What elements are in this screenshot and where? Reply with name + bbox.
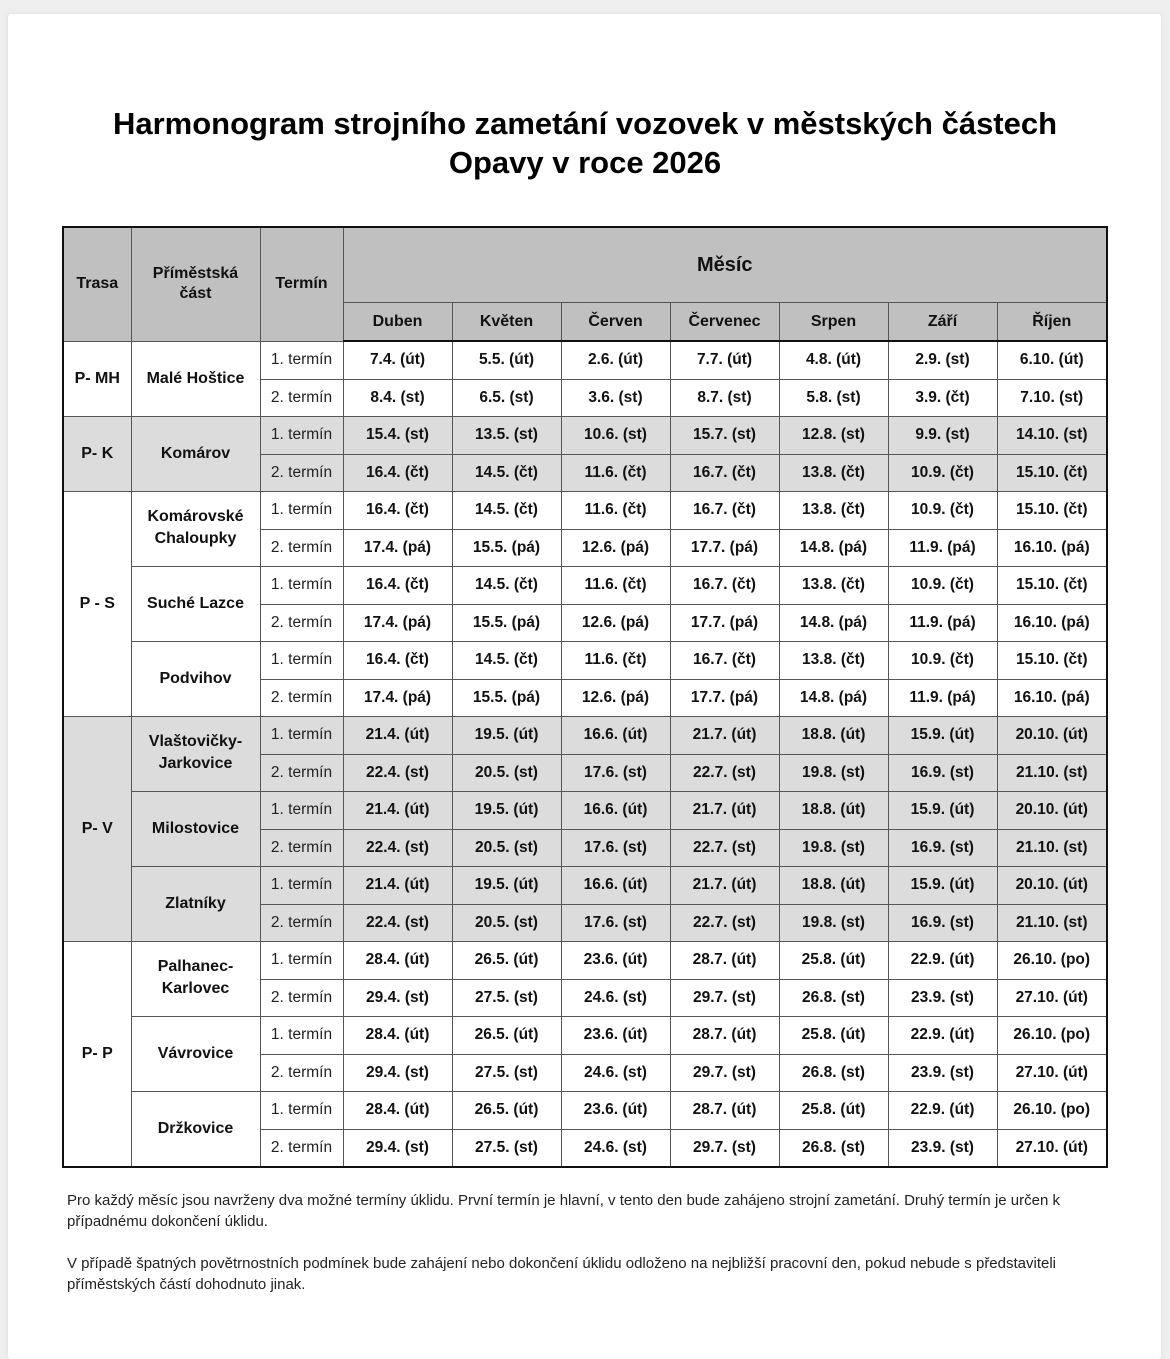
date-cell: 17.6. (st) [561, 904, 670, 942]
date-cell: 11.9. (pá) [888, 679, 997, 717]
date-cell: 21.4. (út) [343, 867, 452, 905]
district-name-line-1: Vlaštovičky- [148, 733, 243, 750]
date-cell: 22.9. (út) [888, 942, 997, 980]
date-cell: 3.6. (st) [561, 379, 670, 417]
date-cell: 26.8. (st) [779, 1129, 888, 1167]
district-name: Komárov [131, 417, 260, 492]
date-cell: 17.4. (pá) [343, 679, 452, 717]
date-cell: 28.4. (út) [343, 1017, 452, 1055]
date-cell: 13.8. (čt) [779, 454, 888, 492]
header-part-line-1: Příměstská [152, 265, 239, 283]
date-cell: 27.10. (út) [997, 1129, 1107, 1167]
date-cell: 15.10. (čt) [997, 454, 1107, 492]
table-row [63, 942, 1107, 980]
header-month: Červenec [670, 303, 779, 342]
date-cell: 29.4. (st) [343, 1054, 452, 1092]
date-cell: 5.8. (st) [779, 379, 888, 417]
header-month: Srpen [779, 303, 888, 342]
table-row [63, 417, 1107, 455]
date-cell: 15.9. (út) [888, 717, 997, 755]
date-cell: 13.8. (čt) [779, 567, 888, 605]
date-cell: 13.8. (čt) [779, 642, 888, 680]
date-cell: 2.6. (út) [561, 341, 670, 379]
date-cell: 7.7. (út) [670, 341, 779, 379]
title-line-2: Opavy v roce 2026 [448, 145, 722, 180]
date-cell: 22.9. (út) [888, 1092, 997, 1130]
date-cell: 23.6. (út) [561, 942, 670, 980]
date-cell: 29.7. (st) [670, 1129, 779, 1167]
header-termin: Termín [260, 227, 343, 341]
date-cell: 27.5. (st) [452, 1129, 561, 1167]
date-cell: 2.9. (st) [888, 341, 997, 379]
date-cell: 14.5. (čt) [452, 454, 561, 492]
date-cell: 14.5. (čt) [452, 642, 561, 680]
header-month: Květen [452, 303, 561, 342]
date-cell: 28.7. (út) [670, 1092, 779, 1130]
date-cell: 27.5. (st) [452, 1054, 561, 1092]
table-row [63, 717, 1107, 755]
district-name: Suché Lazce [131, 567, 260, 642]
date-cell: 16.4. (čt) [343, 492, 452, 530]
date-cell: 9.9. (st) [888, 417, 997, 455]
header-month: Září [888, 303, 997, 342]
date-cell: 23.6. (út) [561, 1017, 670, 1055]
date-cell: 14.5. (čt) [452, 492, 561, 530]
date-cell: 15.7. (st) [670, 417, 779, 455]
notes [67, 1190, 1107, 1316]
date-cell: 24.6. (st) [561, 979, 670, 1017]
date-cell: 14.8. (pá) [779, 529, 888, 567]
date-cell: 21.10. (st) [997, 904, 1107, 942]
date-cell: 19.8. (st) [779, 904, 888, 942]
date-cell: 17.6. (st) [561, 754, 670, 792]
district-name: Podvihov [131, 642, 260, 717]
date-cell: 27.10. (út) [997, 979, 1107, 1017]
table-row [63, 567, 1107, 605]
date-cell: 21.4. (út) [343, 792, 452, 830]
date-cell: 14.8. (pá) [779, 679, 888, 717]
date-cell: 15.10. (čt) [997, 567, 1107, 605]
date-cell: 20.10. (út) [997, 717, 1107, 755]
date-cell: 25.8. (út) [779, 1017, 888, 1055]
district-name-line-2: Chaloupky [154, 530, 237, 547]
term-label: 2. termín [260, 904, 343, 942]
date-cell: 20.5. (st) [452, 904, 561, 942]
date-cell: 21.7. (út) [670, 867, 779, 905]
date-cell: 14.10. (st) [997, 417, 1107, 455]
date-cell: 26.5. (út) [452, 1092, 561, 1130]
table-row [63, 1092, 1107, 1130]
date-cell: 14.8. (pá) [779, 604, 888, 642]
district-name-line-1: Komárovské [147, 508, 244, 525]
term-label: 1. termín [260, 567, 343, 605]
date-cell: 26.5. (út) [452, 942, 561, 980]
district-name: Zlatníky [131, 867, 260, 942]
date-cell: 16.9. (st) [888, 829, 997, 867]
date-cell: 27.5. (st) [452, 979, 561, 1017]
date-cell: 18.8. (út) [779, 717, 888, 755]
date-cell: 18.8. (út) [779, 792, 888, 830]
date-cell: 13.5. (st) [452, 417, 561, 455]
route-code: P- MH [63, 341, 131, 417]
date-cell: 16.10. (pá) [997, 679, 1107, 717]
date-cell: 29.4. (st) [343, 1129, 452, 1167]
date-cell: 12.6. (pá) [561, 679, 670, 717]
table-row [63, 341, 1107, 379]
date-cell: 6.5. (st) [452, 379, 561, 417]
date-cell: 11.6. (čt) [561, 642, 670, 680]
header-trasa: Trasa [63, 227, 131, 341]
term-label: 1. termín [260, 792, 343, 830]
term-label: 2. termín [260, 529, 343, 567]
header-mesic: Měsíc [343, 227, 1107, 303]
date-cell: 19.8. (st) [779, 829, 888, 867]
date-cell: 21.10. (st) [997, 829, 1107, 867]
date-cell: 11.6. (čt) [561, 567, 670, 605]
date-cell: 20.5. (st) [452, 754, 561, 792]
date-cell: 17.4. (pá) [343, 604, 452, 642]
district-name-line-2: Jarkovice [158, 755, 233, 772]
date-cell: 28.7. (út) [670, 942, 779, 980]
date-cell: 23.9. (st) [888, 1054, 997, 1092]
date-cell: 17.7. (pá) [670, 679, 779, 717]
date-cell: 21.4. (út) [343, 717, 452, 755]
date-cell: 17.7. (pá) [670, 604, 779, 642]
table-row [63, 792, 1107, 830]
date-cell: 20.10. (út) [997, 867, 1107, 905]
date-cell: 22.7. (st) [670, 904, 779, 942]
term-label: 2. termín [260, 679, 343, 717]
date-cell: 10.6. (st) [561, 417, 670, 455]
date-cell: 22.7. (st) [670, 829, 779, 867]
date-cell: 16.7. (čt) [670, 642, 779, 680]
date-cell: 15.10. (čt) [997, 642, 1107, 680]
term-label: 1. termín [260, 642, 343, 680]
date-cell: 19.5. (út) [452, 717, 561, 755]
date-cell: 19.8. (st) [779, 754, 888, 792]
term-label: 2. termín [260, 604, 343, 642]
district-name [131, 492, 260, 567]
term-label: 1. termín [260, 1017, 343, 1055]
page-title [0, 104, 1170, 182]
term-label: 1. termín [260, 1092, 343, 1130]
date-cell: 5.5. (út) [452, 341, 561, 379]
date-cell: 16.4. (čt) [343, 454, 452, 492]
term-label: 1. termín [260, 492, 343, 530]
date-cell: 17.7. (pá) [670, 529, 779, 567]
term-label: 1. termín [260, 717, 343, 755]
route-code: P- V [63, 717, 131, 942]
term-label: 2. termín [260, 454, 343, 492]
date-cell: 13.8. (čt) [779, 492, 888, 530]
date-cell: 25.8. (út) [779, 942, 888, 980]
date-cell: 16.7. (čt) [670, 492, 779, 530]
date-cell: 16.10. (pá) [997, 604, 1107, 642]
district-name-line-1: Palhanec- [157, 958, 234, 975]
district-name: Milostovice [131, 792, 260, 867]
date-cell: 16.7. (čt) [670, 454, 779, 492]
route-code: P- K [63, 417, 131, 492]
date-cell: 15.5. (pá) [452, 679, 561, 717]
term-label: 2. termín [260, 1054, 343, 1092]
date-cell: 23.9. (st) [888, 979, 997, 1017]
term-label: 2. termín [260, 1129, 343, 1167]
date-cell: 26.10. (po) [997, 942, 1107, 980]
route-code: P - S [63, 492, 131, 717]
date-cell: 15.9. (út) [888, 867, 997, 905]
term-label: 1. termín [260, 341, 343, 379]
date-cell: 11.9. (pá) [888, 529, 997, 567]
route-code: P- P [63, 942, 131, 1168]
date-cell: 6.10. (út) [997, 341, 1107, 379]
term-label: 1. termín [260, 417, 343, 455]
date-cell: 17.6. (st) [561, 829, 670, 867]
district-name: Držkovice [131, 1092, 260, 1168]
district-name: Vávrovice [131, 1017, 260, 1092]
table-row [63, 867, 1107, 905]
header-month: Říjen [997, 303, 1107, 342]
date-cell: 16.4. (čt) [343, 642, 452, 680]
date-cell: 26.5. (út) [452, 1017, 561, 1055]
term-label: 2. termín [260, 829, 343, 867]
date-cell: 25.8. (út) [779, 1092, 888, 1130]
date-cell: 22.4. (st) [343, 829, 452, 867]
date-cell: 16.6. (út) [561, 867, 670, 905]
schedule-table [62, 226, 1108, 1168]
date-cell: 10.9. (čt) [888, 454, 997, 492]
date-cell: 11.6. (čt) [561, 492, 670, 530]
date-cell: 15.5. (pá) [452, 529, 561, 567]
table-row [63, 1017, 1107, 1055]
date-cell: 19.5. (út) [452, 792, 561, 830]
date-cell: 15.5. (pá) [452, 604, 561, 642]
term-label: 1. termín [260, 942, 343, 980]
date-cell: 10.9. (čt) [888, 492, 997, 530]
header-part [131, 227, 260, 341]
date-cell: 16.6. (út) [561, 792, 670, 830]
date-cell: 22.4. (st) [343, 754, 452, 792]
district-name [131, 942, 260, 1017]
date-cell: 16.6. (út) [561, 717, 670, 755]
date-cell: 26.10. (po) [997, 1017, 1107, 1055]
date-cell: 28.4. (út) [343, 942, 452, 980]
date-cell: 16.4. (čt) [343, 567, 452, 605]
date-cell: 15.9. (út) [888, 792, 997, 830]
date-cell: 26.8. (st) [779, 1054, 888, 1092]
date-cell: 29.4. (st) [343, 979, 452, 1017]
date-cell: 10.9. (čt) [888, 567, 997, 605]
date-cell: 12.6. (pá) [561, 529, 670, 567]
date-cell: 26.10. (po) [997, 1092, 1107, 1130]
date-cell: 11.6. (čt) [561, 454, 670, 492]
date-cell: 21.7. (út) [670, 792, 779, 830]
date-cell: 16.9. (st) [888, 904, 997, 942]
date-cell: 22.9. (út) [888, 1017, 997, 1055]
date-cell: 26.8. (st) [779, 979, 888, 1017]
date-cell: 24.6. (st) [561, 1129, 670, 1167]
term-label: 2. termín [260, 379, 343, 417]
term-label: 2. termín [260, 979, 343, 1017]
date-cell: 11.9. (pá) [888, 604, 997, 642]
date-cell: 15.4. (st) [343, 417, 452, 455]
date-cell: 8.4. (st) [343, 379, 452, 417]
date-cell: 18.8. (út) [779, 867, 888, 905]
date-cell: 7.4. (út) [343, 341, 452, 379]
date-cell: 15.10. (čt) [997, 492, 1107, 530]
date-cell: 16.9. (st) [888, 754, 997, 792]
date-cell: 14.5. (čt) [452, 567, 561, 605]
district-name [131, 717, 260, 792]
date-cell: 28.7. (út) [670, 1017, 779, 1055]
district-name-line-2: Karlovec [161, 980, 230, 997]
table-row [63, 492, 1107, 530]
date-cell: 28.4. (út) [343, 1092, 452, 1130]
date-cell: 12.6. (pá) [561, 604, 670, 642]
note-1: Pro každý měsíc jsou navrženy dva možné termíny úklidu. První termín je hlavní, v tento den bude zahájeno strojní zametání. Druhý termín je určen k případnému dokončení úklidu. [67, 1192, 1060, 1230]
date-cell: 24.6. (st) [561, 1054, 670, 1092]
header-month: Duben [343, 303, 452, 342]
district-name: Malé Hoštice [131, 341, 260, 417]
date-cell: 17.4. (pá) [343, 529, 452, 567]
date-cell: 16.7. (čt) [670, 567, 779, 605]
date-cell: 7.10. (st) [997, 379, 1107, 417]
date-cell: 27.10. (út) [997, 1054, 1107, 1092]
date-cell: 22.7. (st) [670, 754, 779, 792]
date-cell: 12.8. (st) [779, 417, 888, 455]
date-cell: 23.9. (st) [888, 1129, 997, 1167]
term-label: 1. termín [260, 867, 343, 905]
date-cell: 23.6. (út) [561, 1092, 670, 1130]
date-cell: 20.5. (st) [452, 829, 561, 867]
date-cell: 22.4. (st) [343, 904, 452, 942]
table-row [63, 642, 1107, 680]
date-cell: 10.9. (čt) [888, 642, 997, 680]
date-cell: 21.7. (út) [670, 717, 779, 755]
date-cell: 20.10. (út) [997, 792, 1107, 830]
header-month: Červen [561, 303, 670, 342]
title-line-1: Harmonogram strojního zametání vozovek v městských částech [112, 106, 1058, 141]
note-2: V případě špatných povětrnostních podmínek bude zahájení nebo dokončení úklidu odloženo na nejbližší pracovní den, pokud nebude s představiteli příměstských částí dohodnuto jinak. [67, 1255, 1057, 1293]
date-cell: 19.5. (út) [452, 867, 561, 905]
date-cell: 3.9. (čt) [888, 379, 997, 417]
date-cell: 21.10. (st) [997, 754, 1107, 792]
date-cell: 29.7. (st) [670, 1054, 779, 1092]
date-cell: 8.7. (st) [670, 379, 779, 417]
header-part-line-2: část [179, 285, 212, 303]
term-label: 2. termín [260, 754, 343, 792]
date-cell: 16.10. (pá) [997, 529, 1107, 567]
date-cell: 4.8. (út) [779, 341, 888, 379]
date-cell: 29.7. (st) [670, 979, 779, 1017]
